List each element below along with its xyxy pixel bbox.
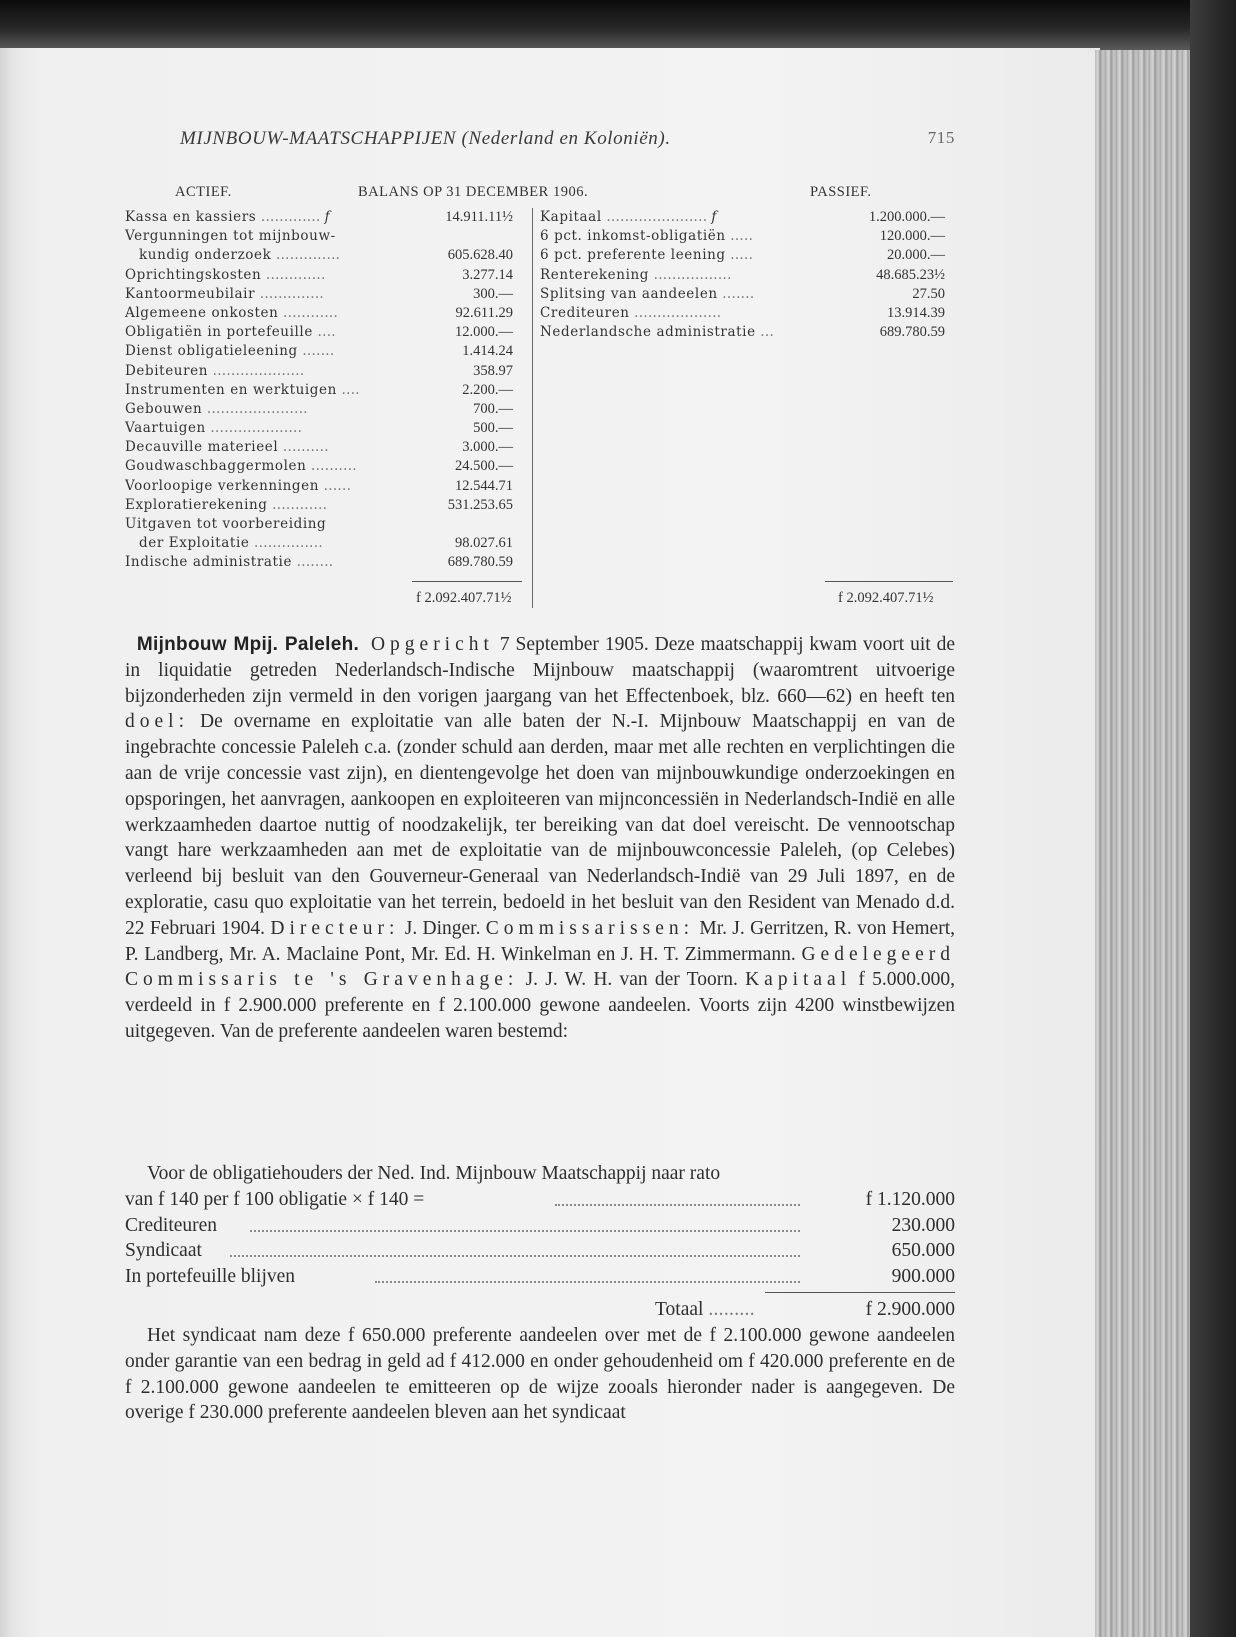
kapitaal-text: f 5.000.000, verdeeld in f 2.900.000 preferente en f 2.100.000 gewone aandeelen. Voorts zijn 4200 winstbewijzen uitgegeven. Van de preferente aandeelen waren bestemd: <box>125 969 955 1042</box>
balance-row <box>125 553 525 572</box>
paragraph-1a: 7 September 1905. Deze maatschappij kwam voort uit de in liquidatie getreden Nederlandsch-Indische Mijnbouw maatschappij (waaromtrent uitvoerige bijzonderheden zijn vermeld in den vorigen jaargang van het Effectenboek, blz. 660—62) en heeft ten <box>125 634 956 707</box>
balance-row <box>540 227 945 246</box>
allocation-row <box>125 1213 955 1239</box>
balance-row <box>125 400 525 419</box>
balance-item-label: Exploratierekening ............ <box>125 496 328 513</box>
balance-item-label: Vaartuigen .................... <box>125 420 303 437</box>
balance-item-label: Voorloopige verkenningen ...... <box>125 477 352 494</box>
balance-item-amount: 1.200.000.— <box>868 209 945 225</box>
allocation-intro: Voor de obligatiehouders der Ned. Ind. Mijnbouw Maatschappij naar rato <box>147 1163 721 1184</box>
balance-item-amount: 358.97 <box>473 362 513 379</box>
allocation-label: Crediteuren <box>125 1214 218 1236</box>
balance-row <box>540 304 945 323</box>
balance-row <box>540 323 945 342</box>
balance-item-label: Goudwaschbaggermolen .......... <box>125 458 357 475</box>
balance-row <box>125 419 525 438</box>
balance-item-label: Dienst obligatieleening ....... <box>125 343 335 360</box>
balance-item-label: Uitgaven tot voorbereiding <box>125 516 327 532</box>
balance-item-amount: 3.000.— <box>462 439 513 456</box>
closing-text: Het syndicaat nam deze f 650.000 preferente aandeelen over met de f 2.100.000 gewone aandeelen onder garantie van een bedrag in geld ad f 412.000 en onder gehoudenheid om f 420.000 preferente en de f 2.100.000 gewone aandeelen te emitteeren op de wijze zooals hieronder nader is aangegeven. De overige f 230.000 preferente aandeelen bleven aan het syndicaat <box>125 1325 955 1424</box>
balance-item-label: Nederlandsche administratie ... <box>540 324 775 341</box>
balance-item-label: Crediteuren ................... <box>540 304 722 321</box>
doel-label: doel: <box>125 711 189 733</box>
allocation-label: Syndicaat <box>125 1240 202 1262</box>
balance-item-label: Algemeene onkosten ............ <box>125 304 339 321</box>
balance-item-amount: 92.611.29 <box>455 304 513 321</box>
balance-item-amount: 500.— <box>473 420 513 437</box>
passief-total: f 2.092.407.71½ <box>838 590 934 606</box>
balance-row <box>540 285 945 304</box>
balance-row <box>540 246 945 265</box>
balance-item-label: Kapitaal ...................... f <box>540 209 717 225</box>
passief-header: PASSIEF. <box>810 184 872 200</box>
leader-dots <box>230 1255 800 1257</box>
balance-row <box>125 381 525 400</box>
column-divider <box>532 208 533 608</box>
commissarissen-names: Mr. J. Gerritzen, R. von Hemert, P. Landberg, Mr. A. Maclaine Pont, Mr. Ed. H. Winkelman en J. H. T. Zimmermann. <box>125 917 955 965</box>
balance-item-label: 6 pct. inkomst-obligatiën ..... <box>540 228 754 245</box>
balance-item-label: 6 pct. preferente leening ..... <box>540 247 754 264</box>
balance-row <box>125 246 525 265</box>
balance-item-amount: 48.685.23½ <box>876 266 945 283</box>
balance-item-label: Splitsing van aandeelen ....... <box>540 285 755 302</box>
gedelegeerd-label: Gedelegeerd Commissaris te 's Gravenhage: <box>125 943 955 991</box>
commissarissen-label: Commissarissen: <box>485 917 695 939</box>
balance-item-label: Decauville materieel .......... <box>125 439 329 456</box>
balance-item-amount: 24.500.— <box>455 458 513 475</box>
balance-item-label: Oprichtingskosten ............. <box>125 266 326 283</box>
balance-item-amount: 13.914.39 <box>887 304 945 321</box>
company-name: Mijnbouw Mpij. Paleleh. <box>136 634 360 655</box>
balance-item-label: Debiteuren .................... <box>125 362 305 379</box>
balance-item-amount: 14.911.11½ <box>445 209 513 225</box>
balance-row <box>125 342 525 361</box>
balance-item-amount: 27.50 <box>912 285 945 302</box>
allocation-value: 230.000 <box>891 1214 955 1236</box>
directeur-name: J. Dinger. <box>399 917 486 939</box>
balance-item-amount: 689.780.59 <box>447 554 513 571</box>
balance-row <box>125 304 525 323</box>
leader-dots <box>375 1281 800 1283</box>
allocation-label: In portefeuille blijven <box>125 1266 296 1288</box>
balance-row <box>540 266 945 285</box>
balance-item-label: der Exploitatie ............... <box>139 535 323 552</box>
balance-row <box>125 208 525 227</box>
allocation-sum-line <box>765 1292 955 1293</box>
paragraph-1b: De overname en exploitatie van alle baten der N.-I. Mijnbouw Maatschappij en van de ingebrachte concessie Paleleh c.a. (zonder schuld aan derden, maar met alle rechten en verplichtingen die aan de vrije concessie vast zijn), en dientengevolge het doen van mijnbouwkundige onderzoekingen en opsporingen, het aanvragen, aankoopen en exploiteeren van mijnconcessiën in Nederlandsch-Indië en alle werkzaamheden daartoe nuttig of noodzakelijk, ter bereiking van dat doel vereischt. De vennootschap vangt hare werkzaamheden aan met de exploitatie van de mijnbouwconcessie Paleleh, (op Celebes) verleend bij besluit van den Gouverneur-Generaal van Nederlandsch-Indië van 29 Juli 1897, en de exploratie, casu quo exploitatie van het terrein, bedoeld in het besluit van den Resident van Menado d.d. 22 Februari 1904. <box>125 711 955 939</box>
opgericht-label: Opgericht <box>370 634 494 655</box>
balance-item-label: Renterekening ................. <box>540 266 732 283</box>
balance-item-label: Instrumenten en werktuigen .... <box>125 381 360 398</box>
balance-sheet-header <box>150 184 910 204</box>
balance-item-amount: 2.200.— <box>462 381 513 398</box>
page-number: 715 <box>927 128 955 147</box>
balance-row <box>125 496 525 515</box>
balance-item-label: Indische administratie ........ <box>125 554 334 571</box>
balance-row <box>125 438 525 457</box>
balance-row <box>125 227 525 246</box>
balance-item-amount: 531.253.65 <box>447 496 513 513</box>
balance-row <box>125 477 525 496</box>
balance-item-amount: 98.027.61 <box>455 535 513 552</box>
balance-row <box>125 457 525 476</box>
actief-header: ACTIEF. <box>175 184 232 200</box>
allocation-value: 900.000 <box>891 1266 955 1288</box>
balance-item-label: Kantoormeubilair .............. <box>125 285 325 302</box>
balance-row <box>125 534 525 553</box>
balance-item-amount: 12.000.— <box>455 324 513 341</box>
balance-item-amount: 3.277.14 <box>462 266 513 283</box>
kapitaal-label: Kapitaal <box>745 969 852 991</box>
closing-paragraph <box>125 1323 955 1426</box>
balance-title: BALANS OP 31 DECEMBER 1906. <box>358 184 589 200</box>
allocation-value: 650.000 <box>891 1240 955 1262</box>
balance-item-amount: 300.— <box>473 285 513 302</box>
allocation-row <box>125 1264 955 1290</box>
passief-column <box>540 208 945 342</box>
allocation-total-row <box>125 1297 955 1323</box>
company-description <box>125 632 955 1045</box>
balance-row <box>125 323 525 342</box>
gedelegeerd-name: J. J. W. H. van der Toorn. <box>518 969 746 991</box>
balance-item-amount: 1.414.24 <box>462 343 513 360</box>
running-head-title: MIJNBOUW-MAATSCHAPPIJEN (Nederland en Koloniën). <box>180 128 671 149</box>
balance-item-amount: 605.628.40 <box>447 247 513 264</box>
balance-row <box>125 362 525 381</box>
actief-total: f 2.092.407.71½ <box>416 590 512 606</box>
leader-dots <box>555 1204 800 1206</box>
balance-row <box>540 208 945 227</box>
balance-item-label: Kassa en kassiers ............. f <box>125 209 331 225</box>
allocation-row <box>125 1238 955 1264</box>
allocation-intro-row <box>125 1161 955 1187</box>
balance-item-amount: 689.780.59 <box>879 324 945 341</box>
balance-item-amount: 20.000.— <box>887 247 945 264</box>
running-head <box>180 128 955 158</box>
actief-column <box>125 208 525 573</box>
leader-dots <box>250 1230 800 1232</box>
allocation-value: f 1.120.000 <box>865 1188 955 1210</box>
balance-item-label: kundig onderzoek .............. <box>139 247 341 264</box>
balance-item-label: Obligatiën in portefeuille .... <box>125 324 336 341</box>
actief-sum-line <box>412 581 522 582</box>
balance-item-label: Vergunningen tot mijnbouw- <box>125 228 336 245</box>
balance-row <box>125 285 525 304</box>
allocation-total-value: f 2.900.000 <box>865 1298 955 1320</box>
balance-item-amount: 700.— <box>473 400 513 417</box>
allocation-table <box>125 1161 955 1323</box>
passief-sum-line <box>825 581 953 582</box>
directeur-label: Directeur: <box>270 917 400 939</box>
allocation-row <box>125 1187 955 1213</box>
balance-row <box>125 266 525 285</box>
allocation-label: van f 140 per f 100 obligatie × f 140 = <box>125 1188 425 1210</box>
allocation-total-label: Totaal ......... <box>655 1298 755 1320</box>
balance-row <box>125 515 525 534</box>
balance-item-amount: 120.000.— <box>879 228 945 245</box>
balance-item-amount: 12.544.71 <box>455 477 513 494</box>
balance-item-label: Gebouwen ...................... <box>125 400 308 417</box>
